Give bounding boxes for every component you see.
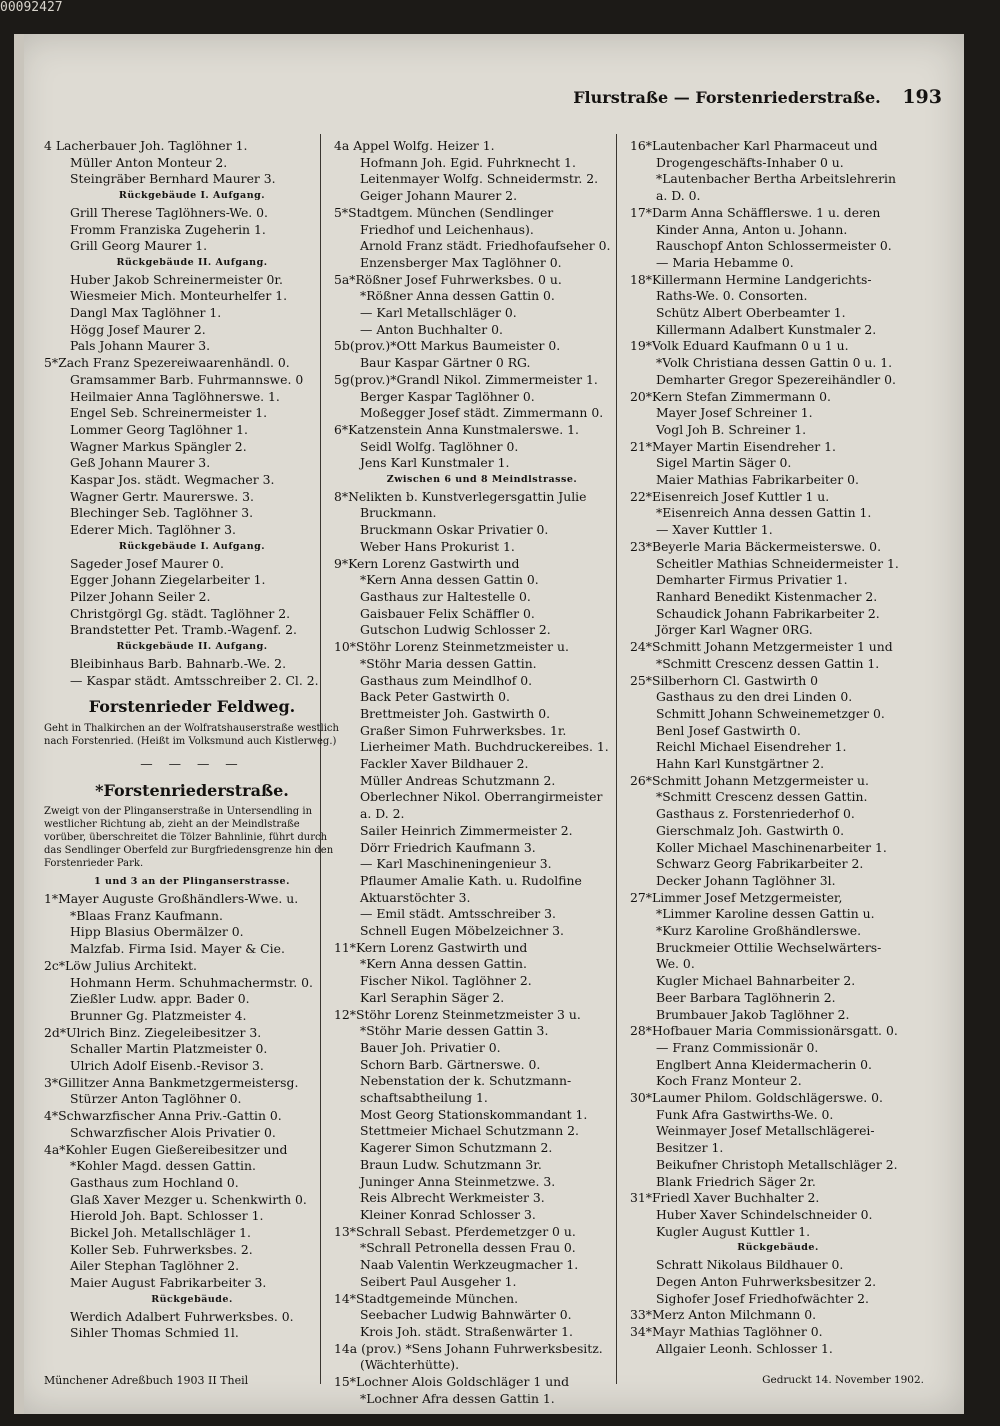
directory-entry: 24*Schmitt Johann Metzgermeister 1 und <box>630 639 893 655</box>
subheading: Rückgebäude I. Aufgang. <box>118 540 266 552</box>
directory-entry: — Karl Maschineningenieur 3. <box>360 856 552 872</box>
directory-entry: Benl Josef Gastwirth 0. <box>656 722 801 738</box>
directory-entry: Demharter Gregor Spezereihändler 0. <box>656 371 896 387</box>
directory-entry: Zießler Ludw. appr. Bader 0. <box>70 991 250 1007</box>
directory-entry: Braun Ludw. Schutzmann 3r. <box>360 1156 542 1172</box>
directory-entry: Hipp Blasius Obermälzer 0. <box>70 924 244 940</box>
directory-entry: Koller Michael Maschinenarbeiter 1. <box>656 839 887 855</box>
directory-entry: Müller Andreas Schutzmann 2. <box>360 772 556 788</box>
directory-entry: 30*Laumer Philom. Goldschlägerswe. 0. <box>630 1090 883 1106</box>
directory-entry: Seibert Paul Ausgeher 1. <box>360 1273 517 1289</box>
directory-entry: Stürzer Anton Taglöhner 0. <box>70 1091 242 1107</box>
directory-entry: Maier August Fabrikarbeiter 3. <box>70 1275 267 1291</box>
directory-entry: Baur Kaspar Gärtner 0 RG. <box>360 355 531 371</box>
directory-entry: — Xaver Kuttler 1. <box>656 522 773 538</box>
directory-entry: Hahn Karl Kunstgärtner 2. <box>656 756 825 772</box>
street-description: Geht in Thalkirchen an der Wolfratshauserstraße westlich nach Forstenried. (Heißt im Volksmund auch Kistlerweg.) <box>44 722 339 747</box>
directory-entry: Wagner Gertr. Maurerswe. 3. <box>70 488 254 504</box>
page-header <box>573 86 942 108</box>
page-edge <box>14 34 24 1414</box>
directory-entry: Fackler Xaver Bildhauer 2. <box>360 756 529 772</box>
directory-entry: *Volk Christiana dessen Gattin 0 u. 1. <box>656 355 893 371</box>
directory-entry: Gasthaus zum Hochland 0. <box>70 1174 239 1190</box>
directory-entry: Weber Hans Prokurist 1. <box>360 538 515 554</box>
directory-entry: Högg Josef Maurer 2. <box>70 321 206 337</box>
directory-entry: Bruckmann Oskar Privatier 0. <box>360 522 549 538</box>
directory-entry: *Kern Anna dessen Gattin. <box>360 956 527 972</box>
directory-entry: Steingräber Bernhard Maurer 3. <box>70 171 276 187</box>
directory-entry: *Eisenreich Anna dessen Gattin 1. <box>656 505 872 521</box>
directory-entry: *Rößner Anna dessen Gattin 0. <box>360 288 555 304</box>
directory-entry: Brumbauer Jakob Taglöhner 2. <box>656 1006 850 1022</box>
directory-entry: 23*Beyerle Maria Bäckermeisterswe. 0. <box>630 538 882 554</box>
directory-entry: Werdich Adalbert Fuhrwerksbes. 0. <box>70 1308 294 1324</box>
street-description: Zweigt von der Plinganserstraße in Untersendling in westlicher Richtung ab, zieht an der Meindlstraße vorüber, überschreitet die Tölzer Bahnlinie, führt durch das Sendlinger Oberfeld zur Burgfriedensgrenze hin den Forstenrieder Park. <box>44 806 334 870</box>
directory-entry: 14a (prov.) *Sens Johann Fuhrwerksbesitz. <box>334 1340 603 1356</box>
directory-entry: Ederer Mich. Taglöhner 3. <box>70 522 236 538</box>
directory-entry: Maier Mathias Fabrikarbeiter 0. <box>656 472 859 488</box>
directory-entry: Grill Georg Maurer 1. <box>70 238 208 254</box>
directory-entry: Geß Johann Maurer 3. <box>70 455 211 471</box>
directory-entry: 5g(prov.)*Grandl Nikol. Zimmermeister 1. <box>334 371 598 387</box>
directory-entry: Karl Seraphin Säger 2. <box>360 989 505 1005</box>
footer-publication: Münchener Adreßbuch 1903 II Theil <box>44 1374 249 1387</box>
directory-entry: Sigel Martin Säger 0. <box>656 455 792 471</box>
directory-entry: — Maria Hebamme 0. <box>656 254 794 270</box>
directory-entry: Christgörgl Gg. städt. Taglöhner 2. <box>70 605 291 621</box>
directory-entry: Bruckmeier Ottilie Wechselwärters- <box>656 939 882 955</box>
directory-entry: Gaisbauer Felix Schäffler 0. <box>360 605 535 621</box>
directory-entry: Naab Valentin Werkzeugmacher 1. <box>360 1257 579 1273</box>
section-title-forstenriederstrasse: *Forstenriederstraße. <box>95 780 289 800</box>
directory-entry: *Kurz Karoline Großhändlerswe. <box>656 923 862 939</box>
directory-entry: Beer Barbara Taglöhnerin 2. <box>656 989 836 1005</box>
directory-entry: Rauschopf Anton Schlossermeister 0. <box>656 238 892 254</box>
entries-block <box>44 891 340 1342</box>
directory-entry: Lierheimer Math. Buchdruckereibes. 1. <box>360 739 609 755</box>
directory-entry: Aktuarstöchter 3. <box>360 889 471 905</box>
directory-entry: *Kohler Magd. dessen Gattin. <box>70 1158 256 1174</box>
directory-entry: Dangl Max Taglöhner 1. <box>70 305 222 321</box>
directory-entry: — Franz Commissionär 0. <box>656 1039 819 1055</box>
directory-entry: Wiesmeier Mich. Monteurhelfer 1. <box>70 288 288 304</box>
directory-entry: Kaspar Jos. städt. Wegmacher 3. <box>70 472 275 488</box>
column-right <box>630 138 926 1357</box>
directory-entry: 5a*Rößner Josef Fuhrwerksbes. 0 u. <box>334 271 562 287</box>
directory-entry: *Lochner Afra dessen Gattin 1. <box>360 1390 555 1406</box>
directory-entry: Koller Seb. Fuhrwerksbes. 2. <box>70 1241 253 1257</box>
directory-entry: 11*Kern Lorenz Gastwirth und <box>334 939 528 955</box>
directory-entry: Reis Albrecht Werkmeister 3. <box>360 1190 545 1206</box>
directory-entry: Engel Seb. Schreinermeister 1. <box>70 405 268 421</box>
directory-entry: Drogengeschäfts-Inhaber 0 u. <box>656 154 844 170</box>
directory-entry: 31*Friedl Xaver Buchhalter 2. <box>630 1190 820 1206</box>
directory-entry: Weinmayer Josef Metallschlägerei- <box>656 1123 875 1139</box>
directory-entry: Ranhard Benedikt Kistenmacher 2. <box>656 588 878 604</box>
directory-entry: Gutschon Ludwig Schlosser 2. <box>360 622 551 638</box>
subheading: Rückgebäude II. Aufgang. <box>116 641 268 653</box>
directory-entry: 34*Mayr Mathias Taglöhner 0. <box>630 1323 823 1339</box>
directory-entry: 28*Hofbauer Maria Commissionärsgatt. 0. <box>630 1023 898 1039</box>
directory-entry: *Limmer Karoline dessen Gattin u. <box>656 906 875 922</box>
directory-entry: 4*Schwarzfischer Anna Priv.-Gattin 0. <box>44 1108 282 1124</box>
directory-entry: Müller Anton Monteur 2. <box>70 154 228 170</box>
directory-entry: Malzfab. Firma Isid. Mayer & Cie. <box>70 941 285 957</box>
directory-entry: Ailer Stephan Taglöhner 2. <box>70 1258 240 1274</box>
directory-entry: Friedhof und Leichenhaus). <box>360 221 534 237</box>
directory-entry: 4a Appel Wolfg. Heizer 1. <box>334 138 495 153</box>
directory-entry: 5*Zach Franz Spezereiwaarenhändl. 0. <box>44 355 290 371</box>
directory-entry: 13*Schrall Sebast. Pferdemetzger 0 u. <box>334 1223 576 1239</box>
directory-entry: 27*Limmer Josef Metzgermeister, <box>630 889 843 905</box>
directory-entry: Ulrich Adolf Eisenb.-Revisor 3. <box>70 1058 264 1074</box>
directory-entry: 5b(prov.)*Ott Markus Baumeister 0. <box>334 338 561 354</box>
directory-entry: Schütz Albert Oberbeamter 1. <box>656 305 846 321</box>
directory-entry: Kugler August Kuttler 1. <box>656 1223 811 1239</box>
directory-entry: *Stöhr Maria dessen Gattin. <box>360 655 537 671</box>
directory-entry: Blank Friedrich Säger 2r. <box>656 1173 816 1189</box>
subheading: Rückgebäude. <box>737 1242 819 1254</box>
directory-entry: Enzensberger Max Taglöhner 0. <box>360 254 562 270</box>
directory-entry: Funk Afra Gastwirths-We. 0. <box>656 1106 834 1122</box>
directory-entry: — Kaspar städt. Amtsschreiber 2. Cl. 2. <box>70 672 319 688</box>
directory-entry: Leitenmayer Wolfg. Schneidermstr. 2. <box>360 171 599 187</box>
directory-entry: Krois Joh. städt. Straßenwärter 1. <box>360 1323 573 1339</box>
directory-entry: 6*Katzenstein Anna Kunstmalerswe. 1. <box>334 421 579 437</box>
directory-entry: — Emil städt. Amtsschreiber 3. <box>360 906 556 922</box>
directory-entry: Nebenstation der k. Schutzmann- <box>360 1073 572 1089</box>
directory-entry: Geiger Johann Maurer 2. <box>360 188 518 204</box>
directory-entry: 12*Stöhr Lorenz Steinmetzmeister 3 u. <box>334 1006 581 1022</box>
directory-entry: 1*Mayer Auguste Großhändlers-Wwe. u. <box>44 891 299 907</box>
directory-entry: Englbert Anna Kleidermacherin 0. <box>656 1056 872 1072</box>
directory-entry: Killermann Adalbert Kunstmaler 2. <box>656 321 877 337</box>
directory-entry: Pilzer Johann Seiler 2. <box>70 588 211 604</box>
subheading: Rückgebäude I. Aufgang. <box>118 190 266 202</box>
directory-entry: Hofmann Joh. Egid. Fuhrknecht 1. <box>360 154 576 170</box>
directory-entry: Sihler Thomas Schmied 1l. <box>70 1325 239 1341</box>
directory-entry: Reichl Michael Eisendreher 1. <box>656 739 847 755</box>
section-title-feldweg: Forstenrieder Feldweg. <box>88 697 296 717</box>
directory-entry: *Stöhr Marie dessen Gattin 3. <box>360 1023 549 1039</box>
directory-entry: Blechinger Seb. Taglöhner 3. <box>70 505 254 521</box>
directory-entry: Gasthaus z. Forstenriederhof 0. <box>656 806 855 822</box>
directory-entry: Schaller Martin Platzmeister 0. <box>70 1041 268 1057</box>
directory-entry: 16*Lautenbacher Karl Pharmaceut und <box>630 138 878 153</box>
directory-entry: 2c*Löw Julius Architekt. <box>44 957 197 973</box>
directory-entry: — Anton Buchhalter 0. <box>360 321 503 337</box>
directory-entry: Bauer Joh. Privatier 0. <box>360 1039 501 1055</box>
column-left <box>44 138 340 1342</box>
directory-entry: Demharter Firmus Privatier 1. <box>656 572 848 588</box>
directory-entry: Brunner Gg. Platzmeister 4. <box>70 1007 247 1023</box>
directory-entry: Decker Johann Taglöhner 3l. <box>656 872 836 888</box>
directory-entry: Fischer Nikol. Taglöhner 2. <box>360 973 532 989</box>
directory-entry: Gasthaus zu den drei Linden 0. <box>656 689 853 705</box>
directory-entry: 8*Nelikten b. Kunstverlegersgattin Julie <box>334 488 587 504</box>
directory-entry: Schmitt Johann Schweinemetzger 0. <box>656 705 885 721</box>
directory-entry: Scheitler Mathias Schneidermeister 1. <box>656 555 899 571</box>
directory-entry: We. 0. <box>656 956 695 972</box>
directory-entry: Hierold Joh. Bapt. Schlosser 1. <box>70 1208 264 1224</box>
directory-entry: Allgaier Leonh. Schlosser 1. <box>656 1340 833 1356</box>
directory-entry: Beikufner Christoph Metallschläger 2. <box>656 1156 898 1172</box>
directory-entry: Arnold Franz städt. Friedhofaufseher 0. <box>360 238 611 254</box>
subheading: Rückgebäude. <box>151 1293 233 1305</box>
directory-entry: Back Peter Gastwirth 0. <box>360 689 511 705</box>
directory-entry: Besitzer 1. <box>656 1140 724 1156</box>
directory-entry: schaftsabtheilung 1. <box>360 1090 488 1106</box>
directory-entry: Schaudick Johann Fabrikarbeiter 2. <box>656 605 880 621</box>
scan-id: 00092427 <box>0 0 63 15</box>
directory-entry: Sailer Heinrich Zimmermeister 2. <box>360 822 573 838</box>
directory-entry: Most Georg Stationskommandant 1. <box>360 1106 588 1122</box>
directory-entry: — Karl Metallschläger 0. <box>360 305 517 321</box>
directory-entry: 4a*Kohler Eugen Gießereibesitzer und <box>44 1141 288 1157</box>
directory-entry: Kagerer Simon Schutzmann 2. <box>360 1140 553 1156</box>
directory-entry: 5*Stadtgem. München (Sendlinger <box>334 204 554 220</box>
directory-entry: a. D. 0. <box>656 188 701 204</box>
directory-entry: Seidl Wolfg. Taglöhner 0. <box>360 438 519 454</box>
directory-entry: Koch Franz Monteur 2. <box>656 1073 802 1089</box>
directory-entry: 10*Stöhr Lorenz Steinmetzmeister u. <box>334 639 569 655</box>
subheading: Rückgebäude II. Aufgang. <box>116 256 268 268</box>
directory-entry: (Wächterhütte). <box>360 1357 460 1373</box>
directory-entry: Juninger Anna Steinmetzwe. 3. <box>360 1173 556 1189</box>
directory-entry: Hohmann Herm. Schuhmachermstr. 0. <box>70 974 313 990</box>
directory-entry: 33*Merz Anton Milchmann 0. <box>630 1307 817 1323</box>
subheading: Zwischen 6 und 8 Meindlstrasse. <box>386 474 578 486</box>
directory-entry: 21*Mayer Martin Eisendreher 1. <box>630 438 836 454</box>
directory-entry: 19*Volk Eduard Kaufmann 0 u 1 u. <box>630 338 849 354</box>
directory-entry: Schorn Barb. Gärtnerswe. 0. <box>360 1056 541 1072</box>
page-number: 193 <box>902 86 942 108</box>
directory-entry: 22*Eisenreich Josef Kuttler 1 u. <box>630 488 830 504</box>
directory-entry: Raths-We. 0. Consorten. <box>656 288 808 304</box>
directory-entry: Seebacher Ludwig Bahnwärter 0. <box>360 1307 572 1323</box>
directory-entry: Bruckmann. <box>360 505 437 521</box>
directory-entry: Kinder Anna, Anton u. Johann. <box>656 221 848 237</box>
directory-entry: Jens Karl Kunstmaler 1. <box>360 455 510 471</box>
directory-entry: *Schmitt Crescenz dessen Gattin. <box>656 789 868 805</box>
directory-entry: Wagner Markus Spängler 2. <box>70 438 247 454</box>
directory-entry: *Schmitt Crescenz dessen Gattin 1. <box>656 655 880 671</box>
directory-entry: Dörr Friedrich Kaufmann 3. <box>360 839 536 855</box>
directory-entry: Fromm Franziska Zugeherin 1. <box>70 221 266 237</box>
directory-entry: 20*Kern Stefan Zimmermann 0. <box>630 388 831 404</box>
directory-entry: 4 Lacherbauer Joh. Taglöhner 1. <box>44 138 248 153</box>
directory-entry: Gasthaus zur Haltestelle 0. <box>360 588 531 604</box>
column-middle <box>334 138 630 1407</box>
directory-entry: Sageder Josef Maurer 0. <box>70 555 224 571</box>
entries-block <box>44 138 340 689</box>
directory-entry: 9*Kern Lorenz Gastwirth und <box>334 555 520 571</box>
directory-entry: Jörger Karl Wagner 0RG. <box>656 622 813 638</box>
directory-entry: Stettmeier Michael Schutzmann 2. <box>360 1123 579 1139</box>
directory-entry: Pflaumer Amalie Kath. u. Rudolfine <box>360 872 582 888</box>
directory-entry: Glaß Xaver Mezger u. Schenkwirth 0. <box>70 1191 307 1207</box>
directory-page <box>14 34 964 1414</box>
directory-entry: Degen Anton Fuhrwerksbesitzer 2. <box>656 1273 877 1289</box>
directory-entry: Kleiner Konrad Schlosser 3. <box>360 1207 536 1222</box>
directory-entry: Gramsammer Barb. Fuhrmannswe. 0 <box>70 371 304 387</box>
footer-print-date: Gedruckt 14. November 1902. <box>762 1374 924 1386</box>
header-title: Flurstraße — Forstenriederstraße. <box>573 88 881 107</box>
directory-entry: Grill Therese Taglöhners-We. 0. <box>70 204 268 220</box>
directory-entry: Vogl Joh B. Schreiner 1. <box>656 421 807 437</box>
directory-entry: *Lautenbacher Bertha Arbeitslehrerin <box>656 171 896 187</box>
directory-entry: 2d*Ulrich Binz. Ziegeleibesitzer 3. <box>44 1024 262 1040</box>
directory-entry: Bickel Joh. Metallschläger 1. <box>70 1225 251 1241</box>
directory-entry: Brettmeister Joh. Gastwirth 0. <box>360 705 551 721</box>
location-note: 1 und 3 an der Plinganserstrasse. <box>94 876 290 888</box>
directory-entry: Huber Xaver Schindelschneider 0. <box>656 1207 873 1222</box>
directory-entry: Berger Kaspar Taglöhner 0. <box>360 388 535 404</box>
directory-entry: 3*Gillitzer Anna Bankmetzgermeistersg. <box>44 1074 299 1090</box>
directory-entry: 26*Schmitt Johann Metzgermeister u. <box>630 772 869 788</box>
directory-entry: a. D. 2. <box>360 806 405 822</box>
directory-entry: 18*Killermann Hermine Landgerichts- <box>630 271 872 287</box>
separator-dashes: — — — — <box>140 755 244 771</box>
directory-entry: Schwarz Georg Fabrikarbeiter 2. <box>656 856 864 872</box>
directory-entry: Schwarzfischer Alois Privatier 0. <box>70 1124 276 1140</box>
directory-entry: *Blaas Franz Kaufmann. <box>70 907 223 923</box>
directory-entry: Schnell Eugen Möbelzeichner 3. <box>360 923 564 939</box>
directory-entry: Heilmaier Anna Taglöhnerswe. 1. <box>70 388 280 404</box>
directory-entry: Graßer Simon Fuhrwerksbes. 1r. <box>360 722 567 738</box>
directory-entry: Oberlechner Nikol. Oberrangirmeister <box>360 789 603 805</box>
directory-entry: Sighofer Josef Friedhofwächter 2. <box>656 1290 869 1306</box>
directory-entry: Gasthaus zum Meindlhof 0. <box>360 672 533 688</box>
directory-entry: 14*Stadtgemeinde München. <box>334 1290 519 1306</box>
directory-entry: Kugler Michael Bahnarbeiter 2. <box>656 973 856 989</box>
directory-entry: Egger Johann Ziegelarbeiter 1. <box>70 572 266 588</box>
directory-entry: Mayer Josef Schreiner 1. <box>656 405 813 421</box>
directory-entry: Schratt Nikolaus Bildhauer 0. <box>656 1257 844 1273</box>
directory-entry: Moßegger Josef städt. Zimmermann 0. <box>360 405 604 421</box>
directory-entry: 25*Silberhorn Cl. Gastwirth 0 <box>630 672 819 688</box>
directory-entry: Huber Jakob Schreinermeister 0r. <box>70 271 283 287</box>
directory-entry: *Kern Anna dessen Gattin 0. <box>360 572 539 588</box>
directory-entry: 17*Darm Anna Schäfflerswe. 1 u. deren <box>630 204 881 220</box>
directory-entry: Lommer Georg Taglöhner 1. <box>70 421 248 437</box>
directory-entry: Gierschmalz Joh. Gastwirth 0. <box>656 822 845 838</box>
directory-entry: Brandstetter Pet. Tramb.-Wagenf. 2. <box>70 622 297 638</box>
directory-entry: Pals Johann Maurer 3. <box>70 338 211 354</box>
directory-entry: 15*Lochner Alois Goldschläger 1 und <box>334 1374 570 1390</box>
directory-entry: *Schrall Petronella dessen Frau 0. <box>360 1240 576 1256</box>
directory-entry: Bleibinhaus Barb. Bahnarb.-We. 2. <box>70 655 287 671</box>
